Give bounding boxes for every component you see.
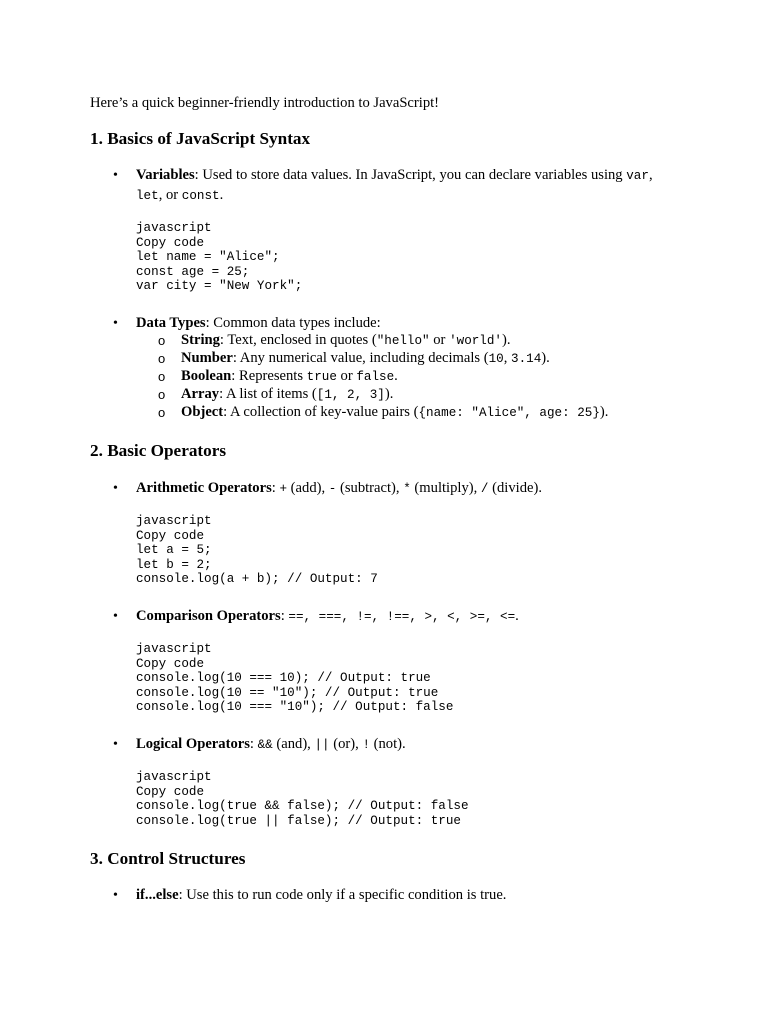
datatype-number bbox=[181, 349, 550, 368]
op-and-text: (and), bbox=[272, 736, 315, 752]
datatype-string bbox=[181, 331, 511, 350]
boolean-end: . bbox=[394, 368, 398, 384]
variables-text: : Used to store data values. In JavaScript, you can declare variables using bbox=[194, 167, 627, 183]
number-end: ). bbox=[541, 350, 550, 366]
code-line: javascript bbox=[136, 514, 212, 528]
string-code2: 'world' bbox=[449, 334, 502, 348]
code-line: let b = 2; bbox=[136, 557, 212, 572]
op-minus: - bbox=[328, 482, 337, 496]
code-line: var city = "New York"; bbox=[136, 279, 303, 294]
kw-var: var bbox=[626, 169, 649, 183]
section-2-heading: 2. Basic Operators bbox=[90, 441, 227, 460]
code-line: Copy code bbox=[136, 528, 205, 543]
code-block-comparison bbox=[136, 642, 453, 715]
code-line: console.log(10 === 10); // Output: true bbox=[136, 671, 431, 686]
code-line: const age = 25; bbox=[136, 264, 250, 279]
sub-bullet-icon: o bbox=[158, 369, 166, 384]
string-mid: or bbox=[429, 332, 450, 348]
comparison-colon: : bbox=[280, 608, 289, 624]
code-line: Copy code bbox=[136, 656, 205, 671]
variables-term: Variables bbox=[136, 167, 195, 183]
object-end: ). bbox=[599, 404, 609, 420]
code-line: Copy code bbox=[136, 784, 205, 799]
string-end: ). bbox=[501, 332, 511, 348]
op-mult-text: (multiply), bbox=[410, 480, 481, 496]
ifelse-item bbox=[136, 886, 744, 905]
boolean-mid: or bbox=[336, 368, 357, 384]
sub-bullet-icon: o bbox=[158, 351, 166, 366]
code-line: console.log(10 == "10"); // Output: true bbox=[136, 685, 439, 700]
datatype-boolean bbox=[181, 367, 398, 386]
datatype-array bbox=[181, 385, 393, 404]
bullet-icon: • bbox=[113, 609, 118, 624]
code-line: Copy code bbox=[136, 235, 205, 250]
variables-end: . bbox=[219, 187, 224, 203]
string-term: String bbox=[181, 332, 220, 348]
datatypes-text: : Common data types include: bbox=[205, 315, 381, 331]
logical-colon: : bbox=[249, 736, 258, 752]
ifelse-text: : Use this to run code only if a specific condition is true. bbox=[178, 887, 507, 903]
code-line: javascript bbox=[136, 642, 212, 656]
variables-item bbox=[136, 166, 744, 206]
arith-term: Arithmetic Operators bbox=[136, 480, 272, 496]
kw-let: let bbox=[136, 189, 159, 203]
section-1-heading: 1. Basics of JavaScript Syntax bbox=[90, 129, 311, 148]
boolean-term: Boolean bbox=[181, 368, 232, 384]
bullet-icon: • bbox=[113, 168, 118, 183]
code-block-arithmetic bbox=[136, 514, 378, 587]
code-line: javascript bbox=[136, 770, 212, 784]
array-end: ). bbox=[384, 386, 394, 402]
number-code2: 3.14 bbox=[511, 352, 542, 366]
comparison-ops: ==, ===, !=, !==, >, <, >=, <= bbox=[288, 610, 516, 624]
boolean-code1: true bbox=[306, 370, 337, 384]
op-or: || bbox=[314, 738, 330, 752]
variables-sep1: , bbox=[648, 167, 653, 183]
number-text: : Any numerical value, including decimals ( bbox=[232, 350, 489, 366]
object-term: Object bbox=[181, 404, 224, 420]
op-and: && bbox=[257, 738, 273, 752]
sub-bullet-icon: o bbox=[158, 405, 166, 420]
code-line: console.log(10 === "10"); // Output: false bbox=[136, 700, 454, 715]
op-or-text: (or), bbox=[329, 736, 363, 752]
op-div: / bbox=[480, 482, 489, 496]
op-not: ! bbox=[362, 738, 370, 752]
boolean-code2: false bbox=[356, 370, 395, 384]
code-line: console.log(true || false); // Output: true bbox=[136, 813, 461, 828]
number-mid: , bbox=[503, 350, 512, 366]
bullet-icon: • bbox=[113, 737, 118, 752]
string-code1: "hello" bbox=[376, 334, 430, 348]
object-code1: {name: "Alice", age: 25} bbox=[418, 406, 600, 420]
op-plus-text: (add), bbox=[287, 480, 329, 496]
comparison-end: . bbox=[515, 608, 519, 624]
code-line: console.log(true && false); // Output: false bbox=[136, 799, 469, 814]
op-minus-text: (subtract), bbox=[336, 480, 404, 496]
datatypes-term: Data Types bbox=[136, 315, 206, 331]
op-mult: * bbox=[403, 482, 411, 496]
arith-colon: : bbox=[271, 480, 280, 496]
arithmetic-item bbox=[136, 479, 744, 499]
sub-bullet-icon: o bbox=[158, 387, 166, 402]
op-div-text: (divide). bbox=[488, 480, 542, 496]
array-term: Array bbox=[181, 386, 220, 402]
code-line: console.log(a + b); // Output: 7 bbox=[136, 572, 378, 587]
kw-const: const bbox=[181, 189, 220, 203]
op-plus: + bbox=[279, 482, 288, 496]
section-3-heading: 3. Control Structures bbox=[90, 849, 246, 868]
intro-paragraph: Here’s a quick beginner-friendly introduction to JavaScript! bbox=[90, 95, 440, 111]
code-line: javascript bbox=[136, 221, 212, 235]
comparison-item bbox=[136, 607, 744, 627]
code-block-logical bbox=[136, 770, 469, 828]
ifelse-term: if...else bbox=[136, 887, 179, 903]
number-term: Number bbox=[181, 350, 233, 366]
boolean-text: : Represents bbox=[231, 368, 307, 384]
bullet-icon: • bbox=[113, 481, 118, 496]
sub-bullet-icon: o bbox=[158, 333, 166, 348]
op-not-text: (not). bbox=[370, 736, 406, 752]
string-text: : Text, enclosed in quotes ( bbox=[219, 332, 377, 348]
object-text: : A collection of key-value pairs ( bbox=[223, 404, 419, 420]
variables-sep2: , or bbox=[158, 187, 182, 203]
datatype-object bbox=[181, 403, 608, 422]
array-code1: [1, 2, 3] bbox=[316, 388, 385, 402]
code-line: let a = 5; bbox=[136, 543, 212, 558]
bullet-icon: • bbox=[113, 888, 118, 903]
logical-term: Logical Operators bbox=[136, 736, 250, 752]
logical-item bbox=[136, 735, 744, 755]
number-code1: 10 bbox=[488, 352, 504, 366]
comparison-term: Comparison Operators bbox=[136, 608, 281, 624]
code-line: let name = "Alice"; bbox=[136, 250, 280, 265]
code-block-variables bbox=[136, 221, 302, 294]
bullet-icon: • bbox=[113, 316, 118, 331]
array-text: : A list of items ( bbox=[219, 386, 317, 402]
